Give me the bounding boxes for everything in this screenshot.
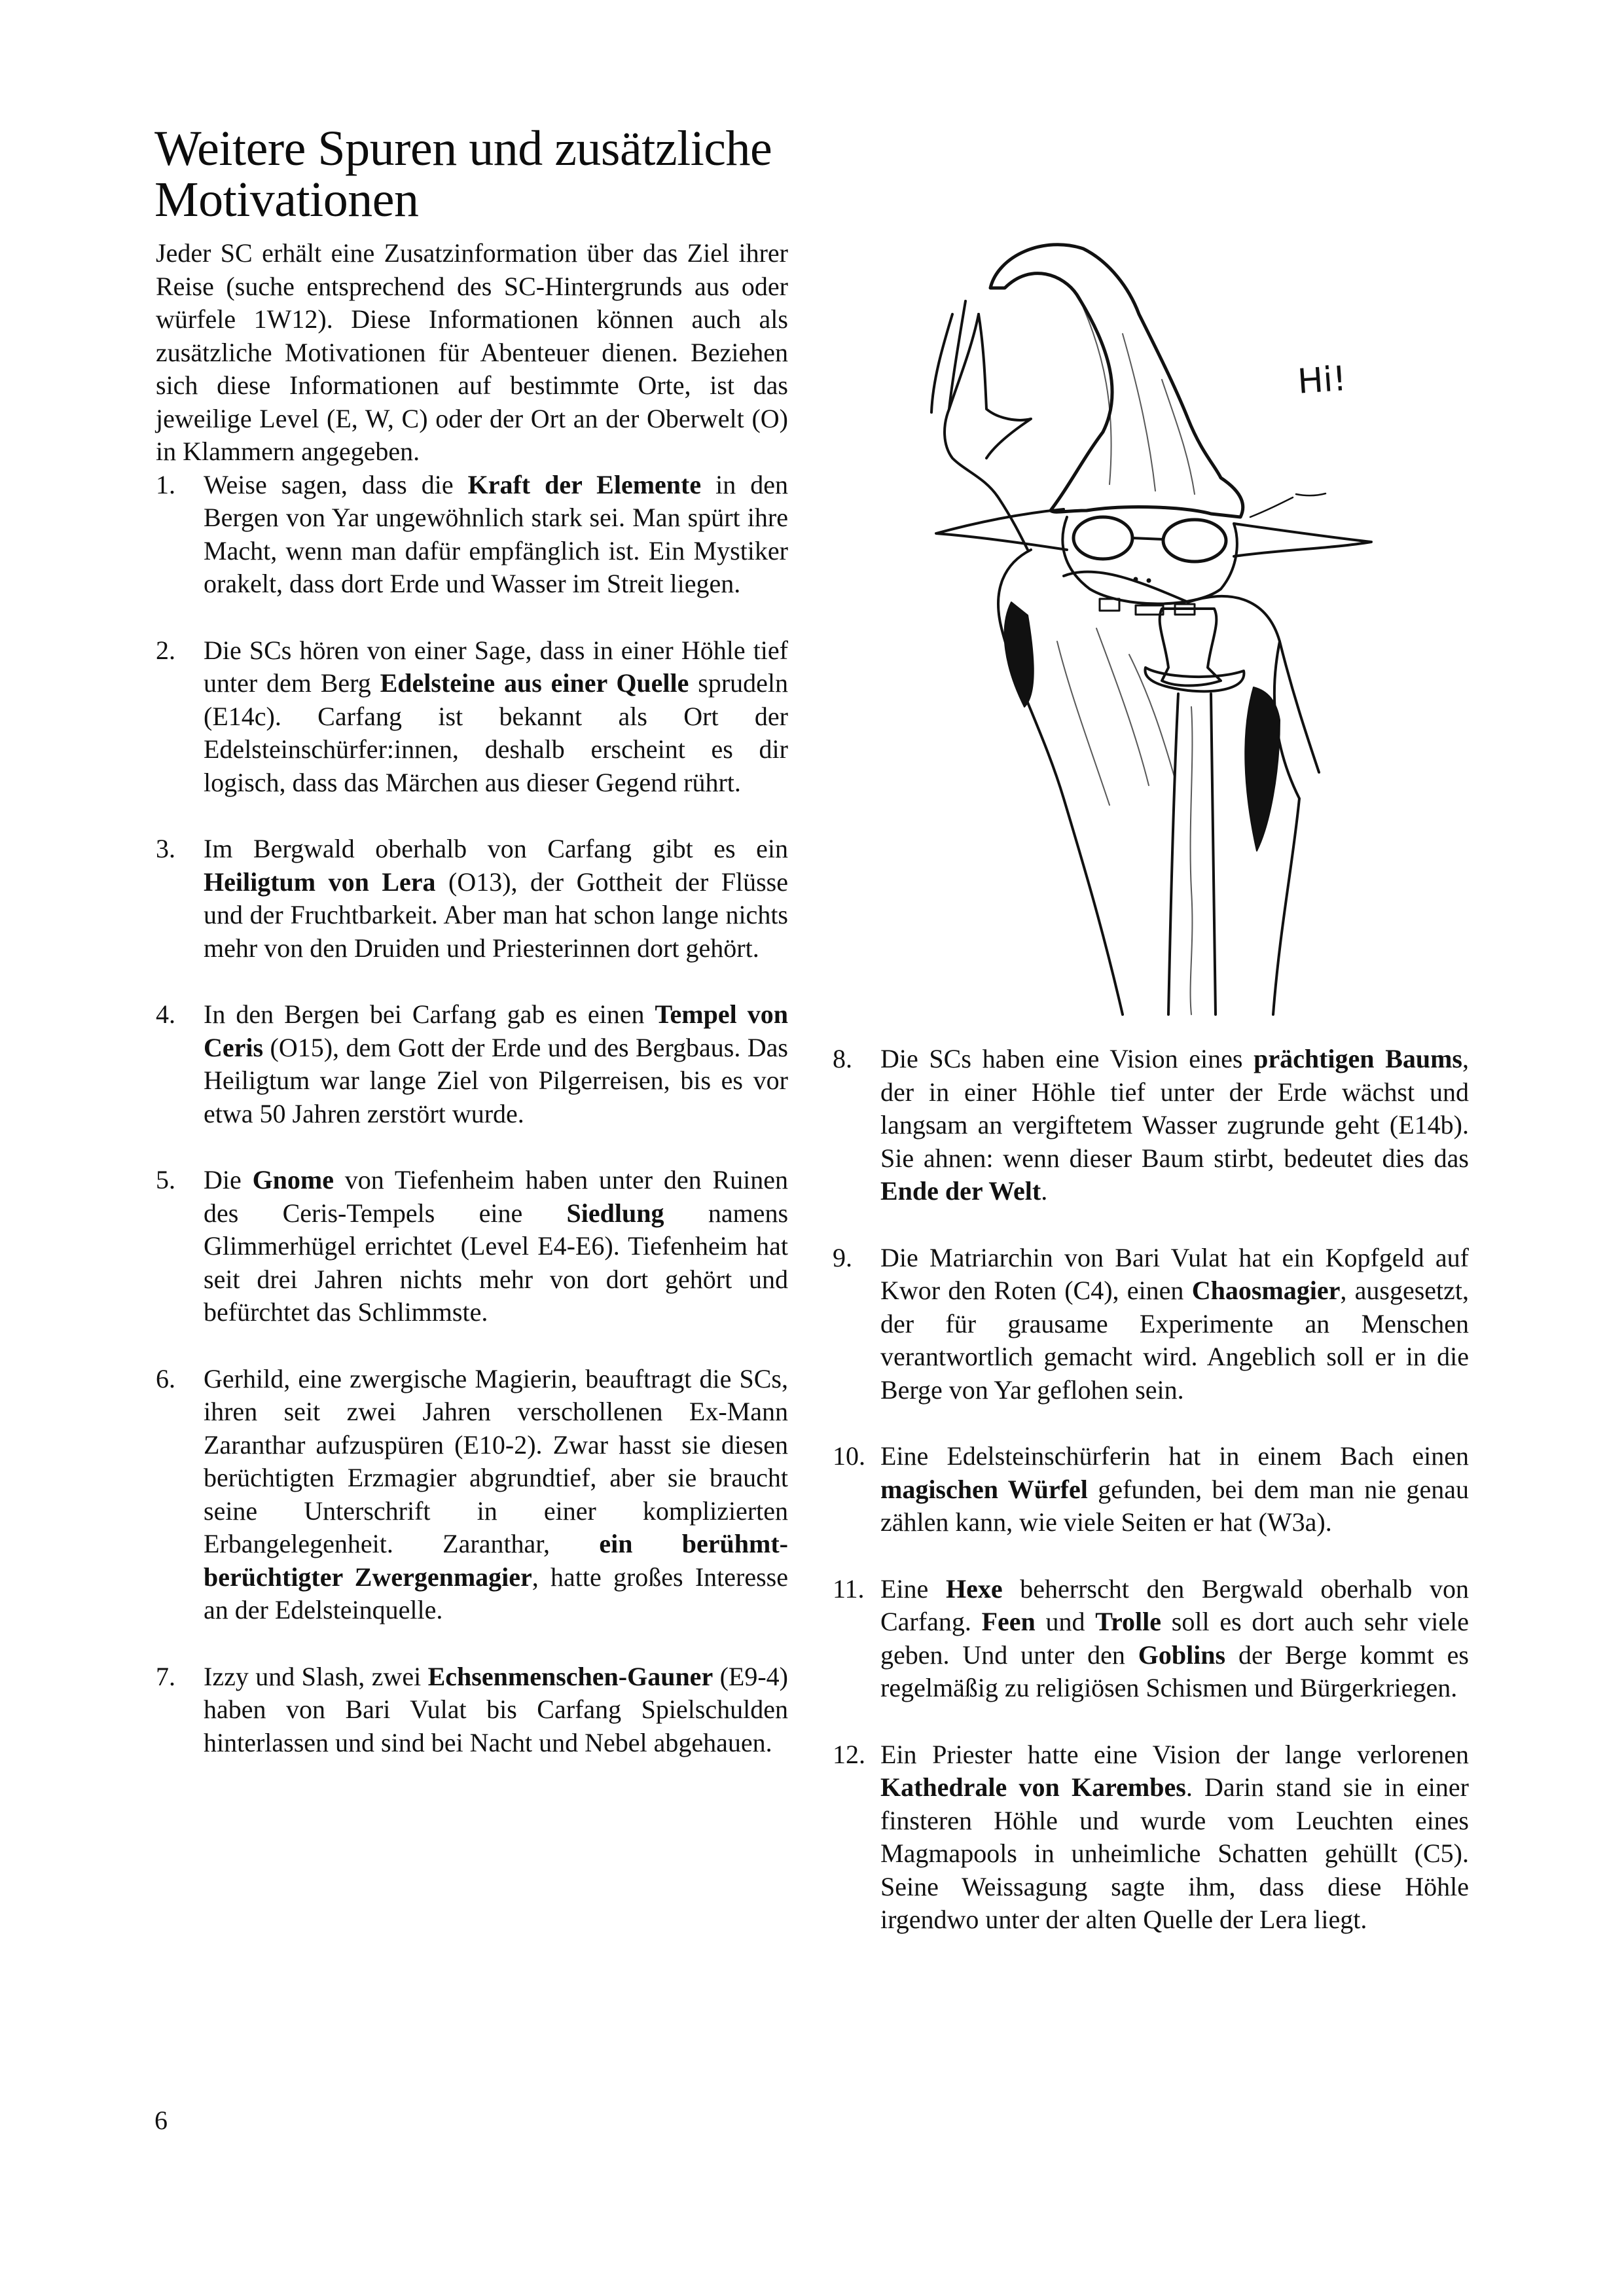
page-title: Weitere Spuren und zusätzliche Motivationen	[154, 121, 772, 227]
item-text: Die Matriarchin von Bari Vulat hat ein Kopfgeld auf Kwor den Roten (C4), einen Chaosmagier, ausgesetzt, der für grausame Experimente an Menschen verantwortlich gemacht wird. Angeblich soll er in die Berge von Yar geflohen sein.	[880, 1242, 1469, 1405]
emphasis: Echsenmenschen-Gauner	[427, 1661, 713, 1691]
item-text: Die SCs hören von einer Sage, dass in einer Höhle tief unter dem Berg Edelsteine aus einer Quelle sprudeln (E14c). Carfang ist bekannt als Ort der Edelsteinschürfer:innen, deshalb erscheint es dir logisch, dass das Märchen aus dieser Gegend rührt.	[204, 635, 789, 797]
emphasis: Kraft der Elemente	[467, 469, 702, 499]
list-item	[833, 1242, 1469, 1407]
emphasis: Gnome	[252, 1165, 334, 1194]
item-number: 4.	[156, 999, 175, 1029]
item-number: 1.	[156, 469, 175, 499]
hooks-list-left	[156, 469, 788, 1760]
item-text: In den Bergen bei Carfang gab es einen Tempel von Ceris (O15), dem Gott der Erde und des Bergbaus. Das Heiligtum war lange Ziel von Pilgerreisen, bis es vor etwa 50 Jahren zerstört wurde.	[204, 999, 788, 1128]
item-text: Im Bergwald oberhalb von Carfang gibt es ein Heiligtum von Lera (O13), der Gottheit der Flüsse und der Fruchtbarkeit. Aber man hat schon lange nichts mehr von den Druiden und Priesterinnen dort gehört.	[204, 834, 788, 963]
item-number: 7.	[156, 1661, 175, 1691]
item-text: Die Gnome von Tiefenheim haben unter den Ruinen des Ceris-Tempels eine Siedlung namens Glimmerhügel errichtet (Level E4-E6). Tiefenheim hat seit drei Jahren nichts mehr von dort gehört und befürchtet das Schlimmste.	[204, 1165, 789, 1327]
list-item	[156, 1660, 788, 1760]
list-item	[156, 833, 788, 965]
glasses-right-icon	[1163, 520, 1226, 562]
ear-right-icon	[1234, 524, 1371, 556]
list-item	[156, 469, 788, 601]
emphasis: Hexe	[945, 1573, 1003, 1604]
list-item	[833, 1738, 1469, 1937]
ear-left-icon	[936, 509, 1067, 550]
item-number: 5.	[156, 1165, 175, 1194]
goblin-wizard-illustration	[913, 236, 1411, 1021]
list-item	[156, 1164, 788, 1329]
item-number: 9.	[833, 1242, 852, 1272]
item-number: 3.	[156, 834, 175, 863]
list-item	[833, 1573, 1469, 1705]
emphasis: Tempel von Ceris	[204, 999, 788, 1062]
glasses-left-icon	[1074, 517, 1132, 559]
item-number: 12.	[833, 1739, 865, 1769]
item-text: Izzy und Slash, zwei Echsenmenschen-Gauner (E9-4) haben von Bari Vulat bis Carfang Spielschulden hinterlassen und sind bei Nacht und Nebel abgehauen.	[204, 1661, 788, 1757]
emphasis: magischen Würfel	[880, 1474, 1088, 1504]
sleeve-shadow	[1245, 687, 1280, 851]
hooks-list-right	[833, 1043, 1469, 1937]
emphasis: Heiligtum von Lera	[204, 867, 436, 897]
item-number: 11.	[833, 1573, 865, 1604]
list-item	[156, 998, 788, 1130]
item-number: 8.	[833, 1044, 852, 1073]
hat-icon	[990, 245, 1243, 517]
emphasis: Ende der Welt	[880, 1176, 1041, 1206]
tooth-icon	[1100, 599, 1119, 611]
emphasis: Goblins	[1138, 1640, 1226, 1670]
item-text: Die SCs haben eine Vision eines prächtigen Baums, der in einer Höhle tief unter der Erde wächst und langsam an vergiftetem Wasser zugrunde geht (E14b). Sie ahnen: wenn dieser Baum stirbt, bedeutet dies das Ende der Welt.	[880, 1044, 1470, 1206]
emphasis: Chaosmagier	[1191, 1276, 1341, 1305]
emphasis: Kathedrale von Karembes	[880, 1772, 1186, 1802]
speech-text: Hi!	[1296, 359, 1348, 402]
item-number: 10.	[833, 1441, 865, 1471]
emphasis: Feen	[981, 1607, 1036, 1636]
list-item	[156, 1363, 788, 1627]
emphasis: Siedlung	[566, 1198, 664, 1228]
list-item	[833, 1440, 1469, 1539]
emphasis: prächtigen Baums	[1254, 1044, 1463, 1073]
list-item	[156, 634, 788, 800]
item-text: Ein Priester hatte eine Vision der lange verlorenen Kathedrale von Karembes. Darin stand sie in einer finsteren Höhle und wurde vom Leuchten eines Magmapools in unheimliche Schatten gehüllt (C5). Seine Weissagung sagte ihm, dass diese Höhle irgendwo unter der alten Quelle der Lera liegt.	[880, 1739, 1469, 1934]
item-number: 6.	[156, 1363, 175, 1393]
list-item	[833, 1043, 1469, 1208]
page-number: 6	[154, 2106, 168, 2135]
right-column	[833, 1043, 1469, 1970]
item-text: Eine Hexe beherrscht den Bergwald oberhalb von Carfang. Feen und Trolle soll es dort auch sehr viele geben. Und unter den Goblins der Berge kommt es regelmäßig zu religiösen Schismen und Bürgerkriegen.	[880, 1573, 1470, 1702]
item-text: Eine Edelsteinschürferin hat in einem Bach einen magischen Würfel gefunden, bei dem man nie genau zählen kann, wie viele Seiten er hat (W3a).	[880, 1441, 1469, 1537]
item-text: Weise sagen, dass die Kraft der Elemente in den Bergen von Yar ungewöhnlich stark sei. Man spürt ihre Macht, wenn man dafür empfänglich ist. Ein Mystiker orakelt, dass dort Erde und Wasser im Streit liegen.	[204, 469, 788, 598]
emphasis: ein berühmt-berüchtigter Zwergenmagier	[204, 1529, 788, 1592]
item-number: 2.	[156, 635, 175, 665]
sleeve-shadow	[1005, 602, 1034, 707]
left-column	[156, 237, 788, 1793]
item-text: Gerhild, eine zwergische Magierin, beauftragt die SCs, ihren seit zwei Jahren verschollenen Ex-Mann Zaranthar aufzuspüren (E10-2). Zwar hasst sie diesen berüchtigten Erzmagier abgrundtief, aber sie braucht seine Unterschrift in einer komplizierten Erbangelegenheit. Zaranthar, ein berühmt-berüchtigter Zwergenmagier, hatte großes Interesse an der Edelsteinquelle.	[204, 1363, 788, 1624]
emphasis: Trolle	[1095, 1607, 1162, 1636]
intro-paragraph: Jeder SC erhält eine Zusatzinformation über das Ziel ihrer Reise (suche entsprechend des SC-Hintergrunds aus oder würfele 1W12). Diese Informationen können auch als zusätzliche Motivationen für Abenteuer dienen. Beziehen sich diese Informationen auf bestimmte Orte, ist das jeweilige Level (E, W, C) oder der Ort an der Oberwelt (O) in Klammern angegeben.	[156, 238, 788, 466]
emphasis: Edelsteine aus einer Quelle	[380, 668, 689, 698]
